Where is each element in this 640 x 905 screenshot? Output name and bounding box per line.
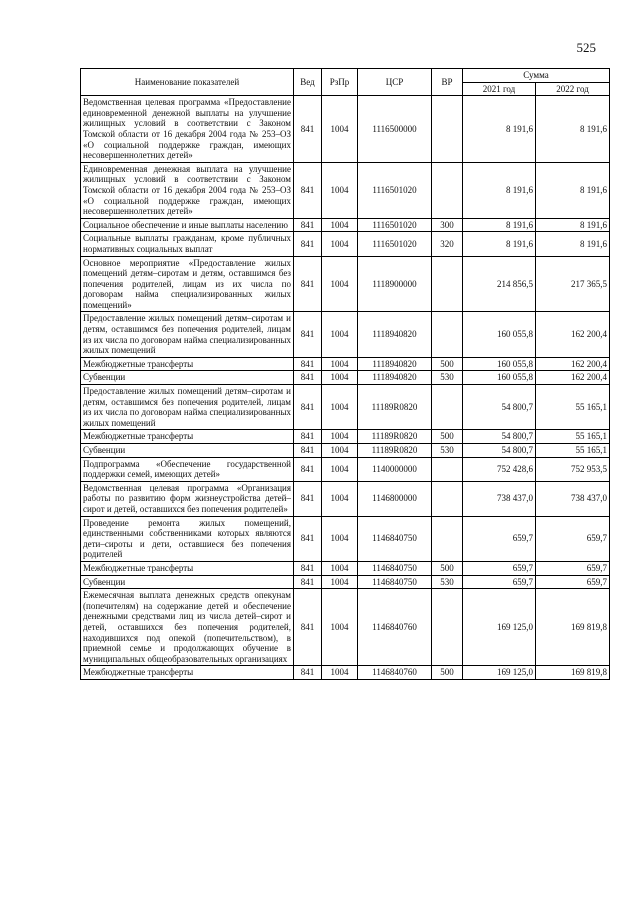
header-2021: 2021 год: [463, 82, 536, 96]
cell-ved: 841: [294, 371, 322, 385]
table-row: [81, 457, 610, 481]
cell-rzpr: 1004: [322, 666, 358, 680]
cell-csr: 1146840760: [358, 666, 432, 680]
cell-name: Субвенции: [81, 371, 294, 385]
cell-vr: 530: [432, 371, 463, 385]
table-row: [81, 312, 610, 357]
table-row: [81, 561, 610, 575]
cell-s2021: 169 125,0: [463, 666, 536, 680]
table-row: [81, 481, 610, 516]
cell-vr: 530: [432, 444, 463, 458]
cell-vr: [432, 457, 463, 481]
cell-csr: 11189R0820: [358, 385, 432, 430]
cell-csr: 1116501020: [358, 232, 432, 256]
cell-rzpr: 1004: [322, 218, 358, 232]
cell-csr: 11189R0820: [358, 444, 432, 458]
header-ved: Вед: [294, 69, 322, 96]
cell-vr: [432, 162, 463, 218]
cell-csr: 1116500000: [358, 96, 432, 163]
cell-s2022: 752 953,5: [536, 457, 610, 481]
cell-rzpr: 1004: [322, 96, 358, 163]
cell-csr: 1146800000: [358, 481, 432, 516]
header-csr: ЦСР: [358, 69, 432, 96]
cell-s2022: 162 200,4: [536, 312, 610, 357]
table-row: [81, 371, 610, 385]
cell-csr: 1146840760: [358, 589, 432, 666]
cell-name: Ведомственная целевая программа «Предоставление единовременной денежной выплаты на улучшение жилищных условий в соответствии с Законом Томской области от 16 декабря 2004 года № 253–ОЗ «О социальной поддержке граждан, имеющих несовершеннолетних детей»: [81, 96, 294, 163]
cell-rzpr: 1004: [322, 444, 358, 458]
cell-s2021: 659,7: [463, 561, 536, 575]
cell-s2021: 8 191,6: [463, 96, 536, 163]
cell-s2022: 659,7: [536, 561, 610, 575]
header-name: Наименование показателей: [81, 69, 294, 96]
cell-s2022: 8 191,6: [536, 162, 610, 218]
cell-name: Межбюджетные трансферты: [81, 430, 294, 444]
cell-ved: 841: [294, 589, 322, 666]
cell-s2021: 8 191,6: [463, 218, 536, 232]
cell-s2022: 162 200,4: [536, 357, 610, 371]
header-vr: ВР: [432, 69, 463, 96]
cell-ved: 841: [294, 256, 322, 312]
cell-csr: 1146840750: [358, 561, 432, 575]
cell-vr: [432, 385, 463, 430]
table-row: [81, 575, 610, 589]
cell-ved: 841: [294, 312, 322, 357]
cell-s2021: 160 055,8: [463, 357, 536, 371]
cell-s2022: 8 191,6: [536, 218, 610, 232]
cell-ved: 841: [294, 232, 322, 256]
table-row: [81, 385, 610, 430]
table-row: [81, 516, 610, 561]
table-row: [81, 444, 610, 458]
cell-name: Основное мероприятие «Предоставление жилых помещений детям–сиротам и детям, оставшимся без попечения родителей, лицам из их числа по договорам найма специализированных жилых помещений»: [81, 256, 294, 312]
cell-name: Субвенции: [81, 444, 294, 458]
cell-csr: 1140000000: [358, 457, 432, 481]
header-rzpr: РзПр: [322, 69, 358, 96]
cell-s2021: 8 191,6: [463, 162, 536, 218]
cell-s2022: 55 165,1: [536, 444, 610, 458]
cell-rzpr: 1004: [322, 256, 358, 312]
cell-s2021: 160 055,8: [463, 312, 536, 357]
table-row: [81, 232, 610, 256]
cell-csr: 11189R0820: [358, 430, 432, 444]
cell-csr: 1118940820: [358, 312, 432, 357]
cell-s2021: 54 800,7: [463, 430, 536, 444]
cell-csr: 1118940820: [358, 357, 432, 371]
cell-vr: 300: [432, 218, 463, 232]
cell-rzpr: 1004: [322, 561, 358, 575]
cell-rzpr: 1004: [322, 516, 358, 561]
cell-vr: [432, 312, 463, 357]
cell-rzpr: 1004: [322, 232, 358, 256]
cell-rzpr: 1004: [322, 575, 358, 589]
cell-name: Социальные выплаты гражданам, кроме публичных нормативных социальных выплат: [81, 232, 294, 256]
cell-ved: 841: [294, 457, 322, 481]
cell-name: Ежемесячная выплата денежных средств опекунам (попечителям) на содержание детей и обеспечение денежными средствами лиц из числа детей–сирот и детей, оставшихся без попечения родителей, находившихся под опекой (попечительством), в приемной семье и продолжающих обучение в муниципальных общеобразовательных организациях: [81, 589, 294, 666]
cell-name: Единовременная денежная выплата на улучшение жилищных условий в соответствии с Законом Томской области от 16 декабря 2004 года № 253–ОЗ «О социальной поддержке граждан, имеющих несовершеннолетних детей»: [81, 162, 294, 218]
cell-ved: 841: [294, 666, 322, 680]
cell-rzpr: 1004: [322, 457, 358, 481]
cell-ved: 841: [294, 385, 322, 430]
cell-s2021: 659,7: [463, 575, 536, 589]
cell-s2022: 659,7: [536, 516, 610, 561]
cell-ved: 841: [294, 218, 322, 232]
cell-s2021: 752 428,6: [463, 457, 536, 481]
cell-ved: 841: [294, 481, 322, 516]
cell-name: Межбюджетные трансферты: [81, 561, 294, 575]
table-row: [81, 162, 610, 218]
cell-csr: 1116501020: [358, 162, 432, 218]
cell-name: Социальное обеспечение и иные выплаты населению: [81, 218, 294, 232]
cell-s2021: 160 055,8: [463, 371, 536, 385]
cell-rzpr: 1004: [322, 481, 358, 516]
cell-s2022: 8 191,6: [536, 96, 610, 163]
cell-name: Подпрограмма «Обеспечение государственной поддержки семей, имеющих детей»: [81, 457, 294, 481]
cell-name: Субвенции: [81, 575, 294, 589]
cell-vr: [432, 481, 463, 516]
cell-vr: 500: [432, 430, 463, 444]
header-sum: Сумма: [463, 69, 610, 83]
header-2022: 2022 год: [536, 82, 610, 96]
cell-ved: 841: [294, 444, 322, 458]
cell-rzpr: 1004: [322, 430, 358, 444]
cell-s2022: 217 365,5: [536, 256, 610, 312]
table-row: [81, 218, 610, 232]
cell-rzpr: 1004: [322, 312, 358, 357]
table-row: [81, 589, 610, 666]
cell-name: Проведение ремонта жилых помещений, единственными собственниками которых являются дети–сироты и дети, оставшиеся без попечения родителей: [81, 516, 294, 561]
table-row: [81, 256, 610, 312]
cell-name: Межбюджетные трансферты: [81, 666, 294, 680]
cell-s2021: 169 125,0: [463, 589, 536, 666]
cell-s2022: 55 165,1: [536, 385, 610, 430]
cell-name: Предоставление жилых помещений детям–сиротам и детям, оставшимся без попечения родителей, лицам из их числа по договорам найма специализированных жилых помещений: [81, 385, 294, 430]
cell-ved: 841: [294, 430, 322, 444]
budget-table: [80, 68, 610, 680]
cell-csr: 1146840750: [358, 575, 432, 589]
table-row: [81, 357, 610, 371]
cell-ved: 841: [294, 162, 322, 218]
cell-csr: 1146840750: [358, 516, 432, 561]
table-row: [81, 96, 610, 163]
cell-s2021: 659,7: [463, 516, 536, 561]
cell-rzpr: 1004: [322, 385, 358, 430]
cell-vr: 500: [432, 666, 463, 680]
cell-csr: 1118940820: [358, 371, 432, 385]
cell-vr: [432, 256, 463, 312]
cell-rzpr: 1004: [322, 162, 358, 218]
cell-rzpr: 1004: [322, 371, 358, 385]
table-row: [81, 430, 610, 444]
cell-vr: 500: [432, 357, 463, 371]
cell-csr: 1116501020: [358, 218, 432, 232]
cell-ved: 841: [294, 96, 322, 163]
cell-s2022: 169 819,8: [536, 666, 610, 680]
cell-s2022: 659,7: [536, 575, 610, 589]
cell-vr: 530: [432, 575, 463, 589]
cell-s2022: 169 819,8: [536, 589, 610, 666]
cell-vr: 320: [432, 232, 463, 256]
cell-s2021: 54 800,7: [463, 444, 536, 458]
cell-vr: [432, 589, 463, 666]
table-row: [81, 666, 610, 680]
page-number: 525: [576, 40, 596, 55]
cell-csr: 1118900000: [358, 256, 432, 312]
cell-ved: 841: [294, 357, 322, 371]
cell-s2022: 55 165,1: [536, 430, 610, 444]
cell-ved: 841: [294, 561, 322, 575]
cell-s2021: 738 437,0: [463, 481, 536, 516]
cell-s2021: 54 800,7: [463, 385, 536, 430]
cell-name: Межбюджетные трансферты: [81, 357, 294, 371]
cell-s2022: 8 191,6: [536, 232, 610, 256]
cell-ved: 841: [294, 516, 322, 561]
cell-s2021: 214 856,5: [463, 256, 536, 312]
cell-vr: [432, 96, 463, 163]
cell-vr: [432, 516, 463, 561]
cell-vr: 500: [432, 561, 463, 575]
cell-name: Ведомственная целевая программа «Организация работы по развитию форм жизнеустройства детей–сирот и детей, оставшихся без попечения родителей»: [81, 481, 294, 516]
cell-s2022: 738 437,0: [536, 481, 610, 516]
cell-s2021: 8 191,6: [463, 232, 536, 256]
cell-rzpr: 1004: [322, 589, 358, 666]
cell-ved: 841: [294, 575, 322, 589]
cell-s2022: 162 200,4: [536, 371, 610, 385]
cell-name: Предоставление жилых помещений детям–сиротам и детям, оставшимся без попечения родителей, лицам из их числа по договорам найма специализированных жилых помещений: [81, 312, 294, 357]
cell-rzpr: 1004: [322, 357, 358, 371]
